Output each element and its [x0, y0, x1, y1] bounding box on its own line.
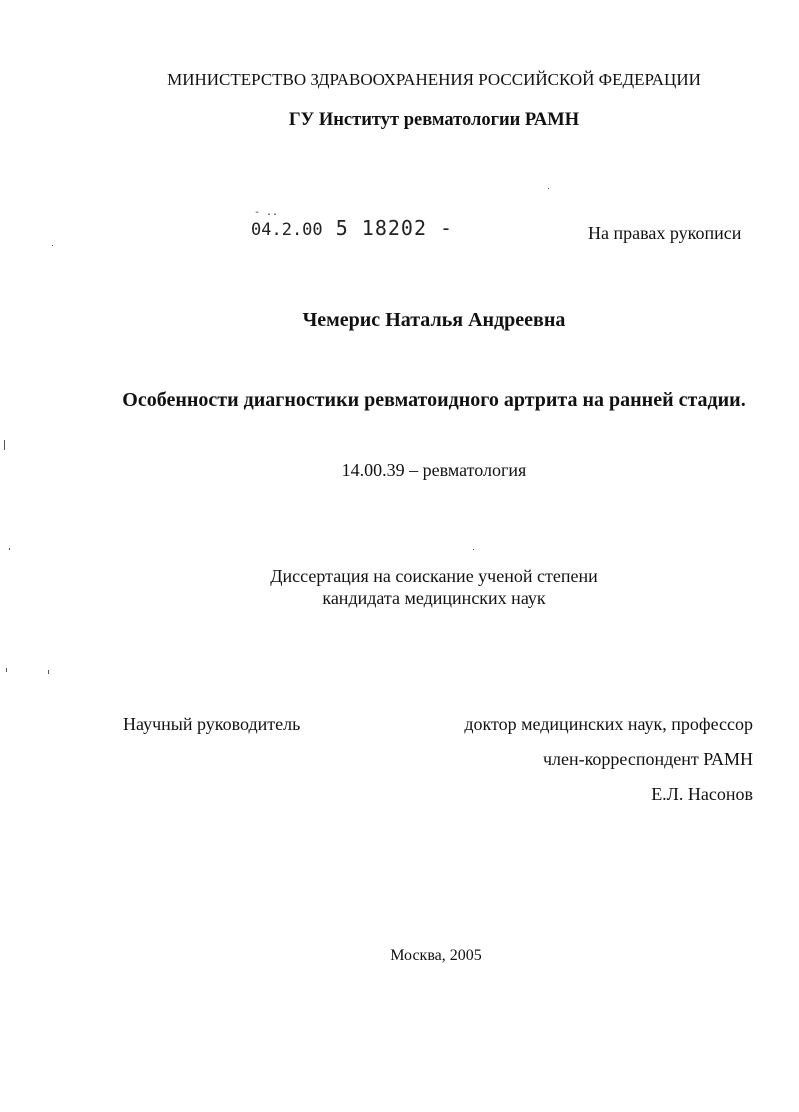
- registration-number: 5 18202: [335, 216, 427, 240]
- scan-speck: [48, 670, 49, 674]
- degree-line-1: Диссертация на соискание ученой степени: [270, 566, 598, 586]
- registration-stamp: 04.2.00 5 18202 -: [251, 216, 454, 240]
- scan-speck: [4, 440, 5, 450]
- scan-speck: [548, 188, 549, 189]
- rights-note: На правах рукописи: [588, 223, 742, 243]
- advisor-name: Е.Л. Насонов: [651, 784, 753, 804]
- scan-speck: [473, 549, 474, 550]
- scan-speck: [6, 668, 7, 672]
- advisor-title: член-корреспондент РАМН: [542, 749, 753, 769]
- institute-name: ГУ Институт ревматологии РАМН: [288, 110, 580, 130]
- advisor-label: Научный руководитель: [123, 714, 301, 734]
- author-name: Чемерис Наталья Андреевна: [302, 309, 566, 331]
- scan-speck: [9, 548, 10, 550]
- city-year: Москва, 2005: [390, 947, 482, 964]
- advisor-degree: доктор медицинских наук, профессор: [464, 714, 753, 734]
- ministry-header: МИНИСТЕРСТВО ЗДРАВООХРАНЕНИЯ РОССИЙСКОЙ ФЕДЕРАЦИИ: [167, 70, 701, 89]
- degree-block: [0, 565, 799, 609]
- specialty-code: 14.00.39 – ревматология: [341, 460, 527, 480]
- scan-speck: [52, 245, 53, 246]
- registration-prefix: 04.2.00: [251, 220, 323, 240]
- registration-stamp-mark: - ..: [254, 207, 279, 218]
- dissertation-title: Особенности диагностики ревматоидного артрита на ранней стадии.: [122, 389, 746, 411]
- degree-line-2: кандидата медицинских наук: [322, 588, 546, 608]
